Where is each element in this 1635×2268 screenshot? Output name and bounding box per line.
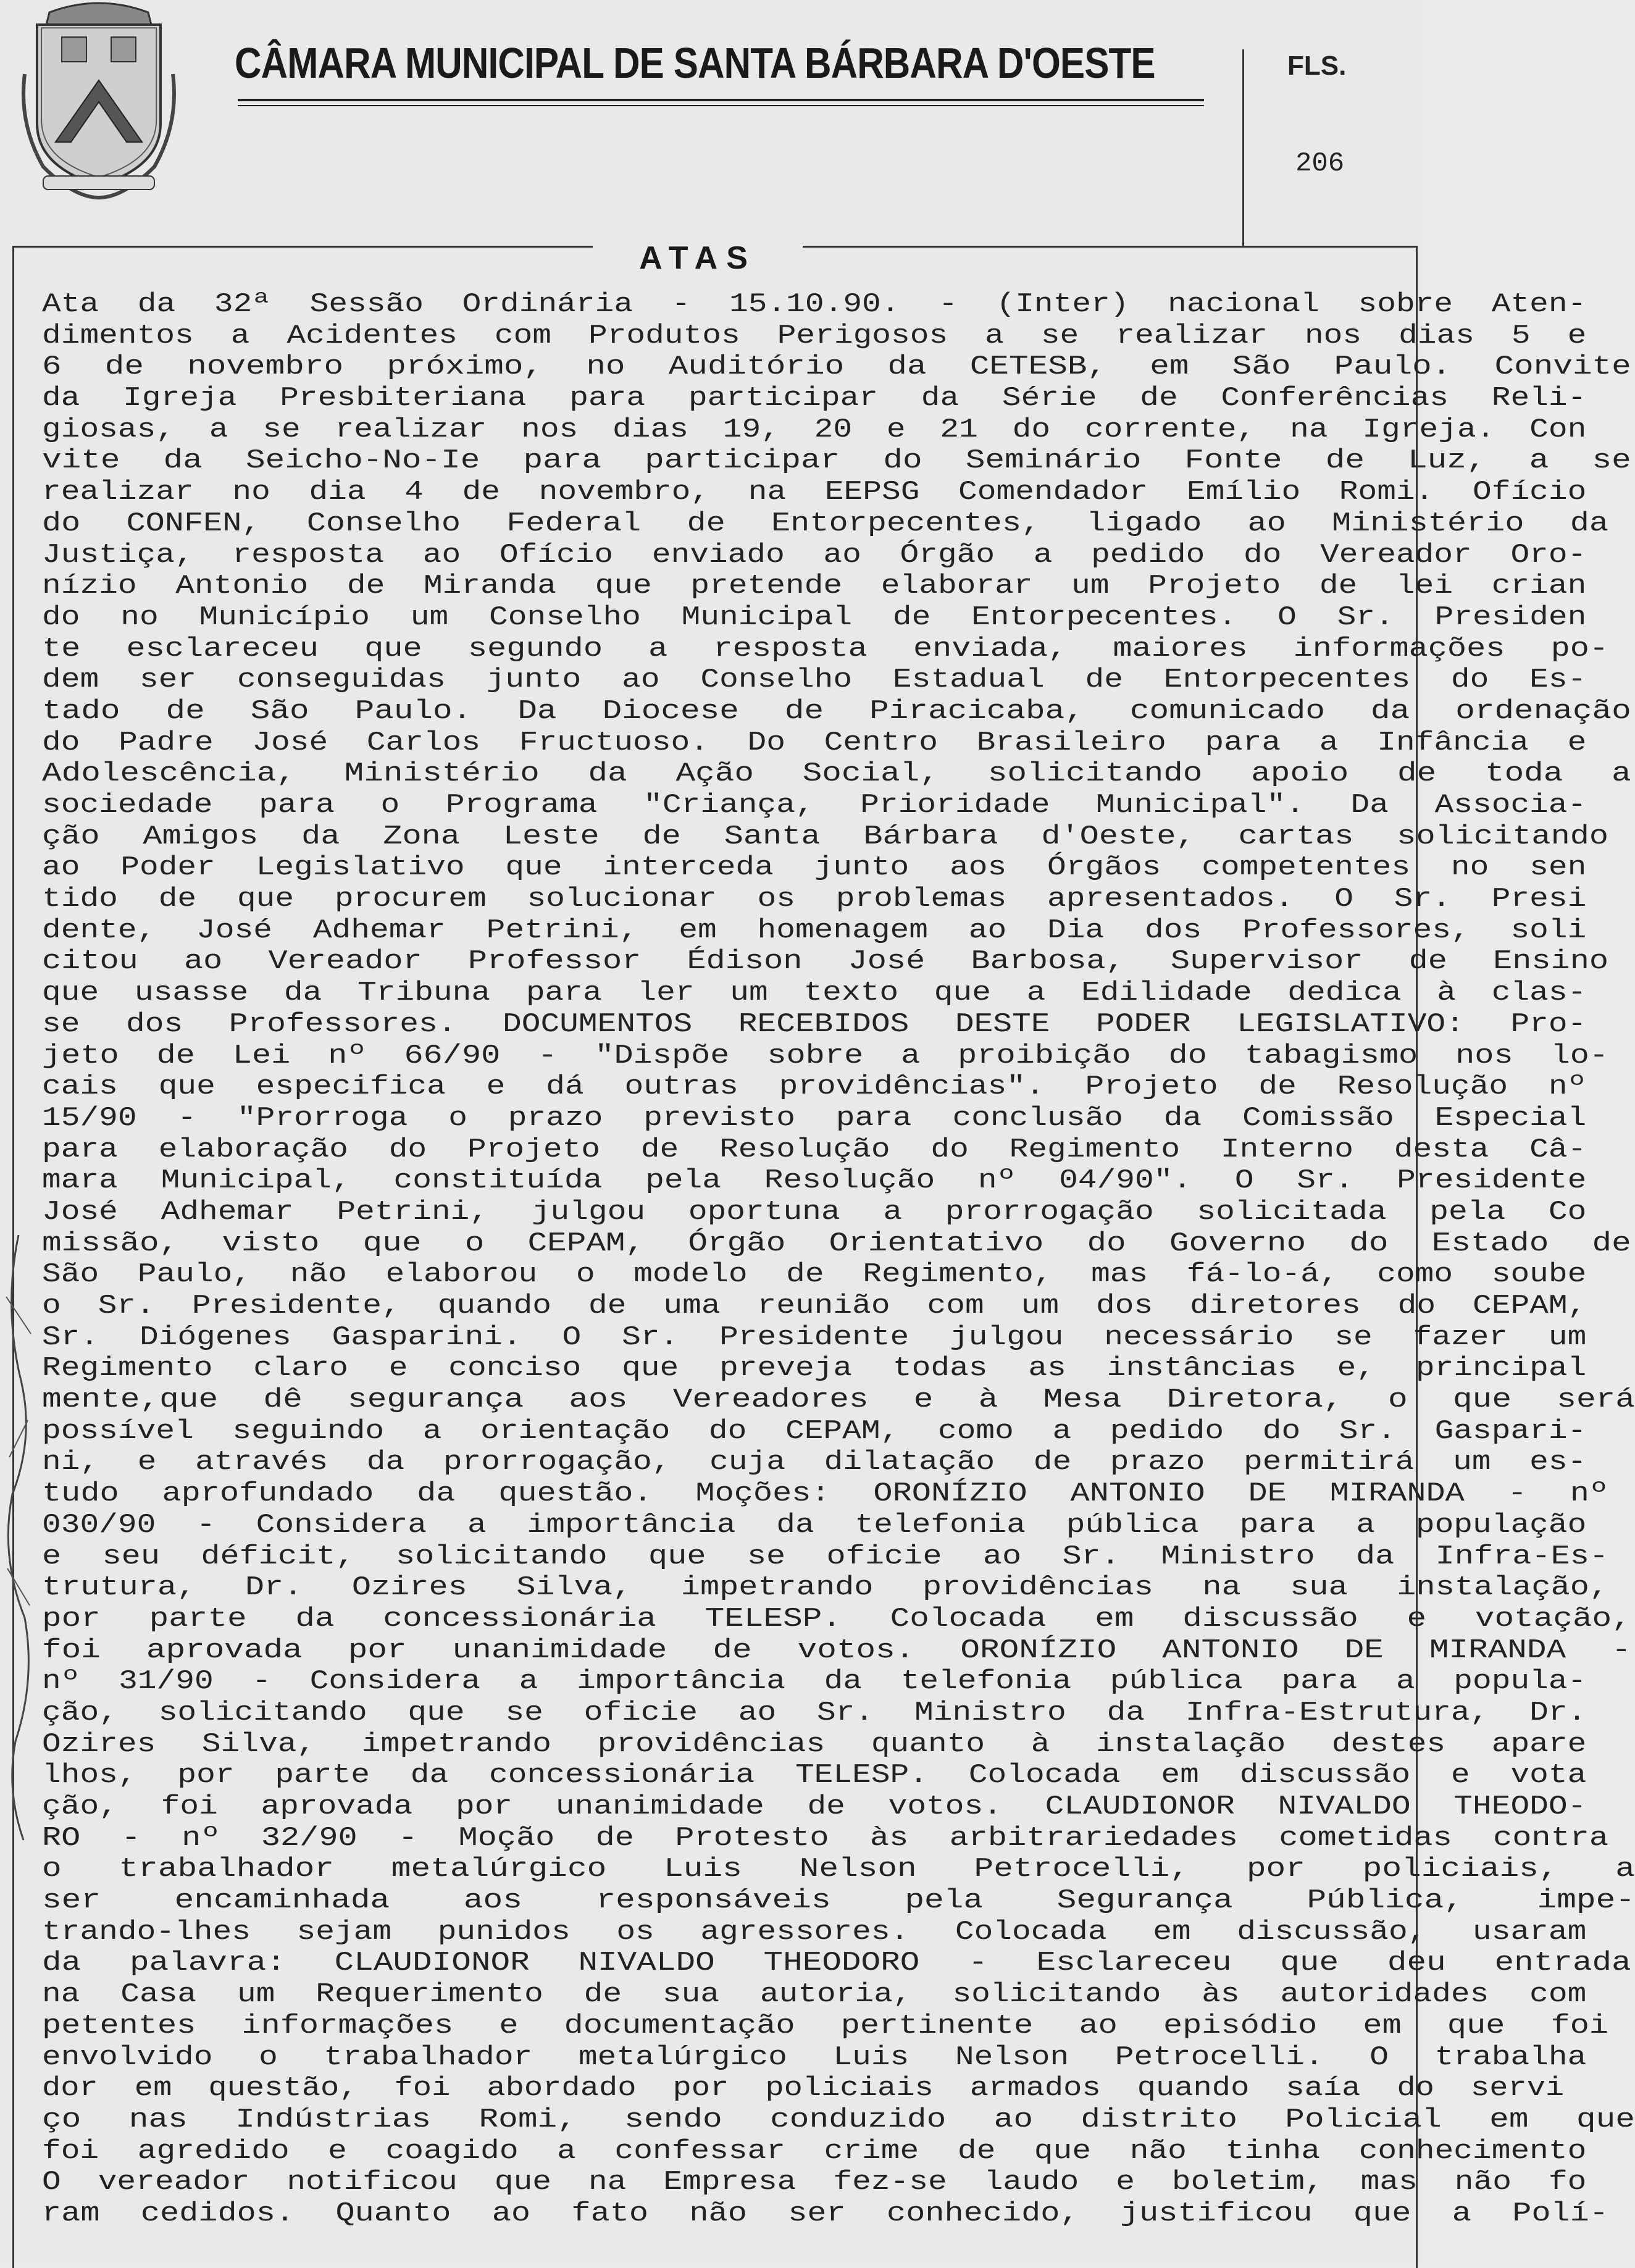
minutes-line: ção Amigos da Zona Leste de Santa Bárbara d'Oeste, cartas solicitando (42, 821, 1609, 852)
minutes-line: Justiça, resposta ao Ofício enviado ao Órgão a pedido do Vereador Oro- (42, 539, 1587, 571)
minutes-line: dor em questão, foi abordado por policiais armados quando saía do servi (42, 2073, 1565, 2104)
folio-label: FLS. (1287, 51, 1347, 81)
minutes-line: dimentos a Acidentes com Produtos Perigosos a se realizar nos dias 5 e (42, 320, 1587, 351)
minutes-line: citou ao Vereador Professor Édison José Barbosa, Supervisor de Ensino (42, 946, 1609, 977)
municipal-crest-icon (12, 0, 185, 204)
minutes-line: do CONFEN, Conselho Federal de Entorpecentes, ligado ao Ministério da (42, 508, 1609, 539)
minutes-line: ção, foi aprovada por unanimidade de votos. CLAUDIONOR NIVALDO THEODO- (42, 1791, 1587, 1822)
minutes-line: giosas, a se realizar nos dias 19, 20 e 21 do corrente, na Igreja. Con (42, 414, 1587, 445)
minutes-line: 030/90 - Considera a importância da telefonia pública para a população (42, 1509, 1587, 1541)
minutes-line: O vereador notificou que na Empresa fez-se laudo e boletim, mas não fo (42, 2167, 1587, 2198)
minutes-line: ser encaminhada aos responsáveis pela Segurança Pública, impe- (42, 1885, 1635, 1917)
minutes-line: petentes informações e documentação pertinente ao episódio em que foi (42, 2010, 1609, 2041)
minutes-line: ram cedidos. Quanto ao fato não ser conhecido, justificou que a Polí- (42, 2198, 1609, 2229)
minutes-line: da palavra: CLAUDIONOR NIVALDO THEODORO - Esclareceu que deu entrada (42, 1948, 1631, 1979)
section-title-band (593, 240, 803, 277)
minutes-line: sociedade para o Programa "Criança, Prioridade Municipal". Da Associa- (42, 790, 1587, 821)
minutes-line: ço nas Indústrias Romi, sendo conduzido ao distrito Policial em que (42, 2104, 1635, 2135)
minutes-line: vite da Seicho-No-Ie para participar do Seminário Fonte de Luz, a se (42, 445, 1631, 477)
minutes-line: José Adhemar Petrini, julgou oportuna a prorrogação solicitada pela Co (42, 1196, 1587, 1228)
minutes-line: ao Poder Legislativo que interceda junto aos Órgãos competentes no sen (42, 852, 1587, 884)
minutes-line: o Sr. Presidente, quando de uma reunião com um dos diretores do CEPAM, (42, 1291, 1587, 1321)
minutes-text (42, 289, 1635, 2230)
minutes-line: nízio Antonio de Miranda que pretende elaborar um Projeto de lei crian (42, 571, 1587, 602)
minutes-line: da Igreja Presbiteriana para participar da Série de Conferências Reli- (42, 383, 1587, 414)
minutes-line: mara Municipal, constituída pela Resolução nº 04/90". O Sr. Presidente (42, 1165, 1587, 1197)
minutes-line: foi agredido e coagido a confessar crime de que não tinha conhecimento (42, 2135, 1587, 2167)
minutes-line: tudo aprofundado da questão. Moções: ORONÍZIO ANTONIO DE MIRANDA - nº (42, 1478, 1609, 1510)
minutes-line: para elaboração do Projeto de Resolução do Regimento Interno desta Câ- (42, 1134, 1587, 1165)
minutes-line: Sr. Diógenes Gasparini. O Sr. Presidente julgou necessário se fazer um (42, 1321, 1587, 1353)
minutes-line: realizar no dia 4 de novembro, na EEPSG Comendador Emílio Romi. Ofício (42, 477, 1587, 508)
minutes-line: se dos Professores. DOCUMENTOS RECEBIDOS DESTE PODER LEGISLATIVO: Pro- (42, 1008, 1587, 1040)
minutes-line: missão, visto que o CEPAM, Órgão Orientativo do Governo do Estado de (42, 1228, 1631, 1259)
minutes-line: tado de São Paulo. Da Diocese de Piracicaba, comunicado da ordenação (42, 695, 1631, 727)
minutes-line: tido de que procurem solucionar os problemas apresentados. O Sr. Presi (42, 884, 1587, 915)
section-title: ATAS (639, 240, 756, 276)
minutes-line: Ozires Silva, impetrando providências quanto à instalação destes apare (42, 1728, 1587, 1760)
minutes-line: na Casa um Requerimento de sua autoria, solicitando às autoridades com (42, 1979, 1587, 2011)
folio-number: 206 (1295, 148, 1345, 179)
minutes-line: e seu déficit, solicitando que se oficie ao Sr. Ministro da Infra-Es- (42, 1541, 1609, 1572)
minutes-line: cais que especifica e dá outras providências". Projeto de Resolução nº (42, 1071, 1587, 1103)
minutes-line: o trabalhador metalúrgico Luis Nelson Petrocelli, por policiais, a (42, 1854, 1635, 1885)
minutes-line: Adolescência, Ministério da Ação Social, solicitando apoio de toda a (42, 758, 1631, 790)
minutes-line: lhos, por parte da concessionária TELESP. Colocada em discussão e vota (42, 1760, 1587, 1791)
minutes-line: do Padre José Carlos Fructuoso. Do Centro Brasileiro para a Infância e (42, 727, 1587, 758)
minutes-line: 15/90 - "Prorroga o prazo previsto para conclusão da Comissão Especial (42, 1102, 1587, 1134)
header-title: CÂMARA MUNICIPAL DE SANTA BÁRBARA D'OESTE (235, 39, 1155, 87)
minutes-line: foi aprovada por unanimidade de votos. ORONÍZIO ANTONIO DE MIRANDA - (42, 1634, 1631, 1666)
minutes-line: Ata da 32ª Sessão Ordinária - 15.10.90. - (Inter) nacional sobre Aten- (42, 289, 1587, 320)
minutes-line: mente,que dê segurança aos Vereadores e à Mesa Diretora, o que será (42, 1384, 1635, 1416)
minutes-line: dem ser conseguidas junto ao Conselho Estadual de Entorpecentes do Es- (42, 664, 1587, 696)
minutes-line: RO - nº 32/90 - Moção de Protesto às arbitrariedades cometidas contra (42, 1822, 1609, 1854)
minutes-line: que usasse da Tribuna para ler um texto que a Edilidade dedica à clas- (42, 977, 1587, 1009)
minutes-line: te esclareceu que segundo a resposta enviada, maiores informações po- (42, 633, 1609, 664)
minutes-line: envolvido o trabalhador metalúrgico Luis Nelson Petrocelli. O trabalha (42, 2041, 1587, 2073)
minutes-line: possível seguindo a orientação do CEPAM, como a pedido do Sr. Gaspari- (42, 1415, 1587, 1447)
minutes-line: do no Município um Conselho Municipal de Entorpecentes. O Sr. Presiden (42, 601, 1587, 633)
minutes-line: ni, e através da prorrogação, cuja dilatação de prazo permitirá um es- (42, 1447, 1587, 1478)
minutes-line: ção, solicitando que se oficie ao Sr. Ministro da Infra-Estrutura, Dr. (42, 1697, 1587, 1728)
minutes-line: jeto de Lei nº 66/90 - "Dispõe sobre a proibição do tabagismo nos lo- (42, 1040, 1609, 1071)
minutes-line: São Paulo, não elaborou o modelo de Regimento, mas fá-lo-á, como soube (42, 1259, 1587, 1291)
minutes-line: 6 de novembro próximo, no Auditório da CETESB, em São Paulo. Convite (42, 351, 1631, 383)
minutes-line: trando-lhes sejam punidos os agressores. Colocada em discussão, usaram (42, 1916, 1587, 1948)
margin-signature-icon (0, 1235, 37, 2038)
minutes-line: nº 31/90 - Considera a importância da telefonia pública para a popula- (42, 1666, 1587, 1697)
minutes-line: trutura, Dr. Ozires Silva, impetrando providências na sua instalação, (42, 1572, 1609, 1604)
minutes-line: Regimento claro e conciso que preveja todas as instâncias e, principal (42, 1353, 1587, 1384)
minutes-line: dente, José Adhemar Petrini, em homenagem ao Dia dos Professores, soli (42, 914, 1587, 946)
header-divider (238, 99, 1204, 106)
minutes-line: por parte da concessionária TELESP. Colocada em discussão e votação, (42, 1603, 1631, 1634)
folio-divider (1242, 49, 1244, 247)
